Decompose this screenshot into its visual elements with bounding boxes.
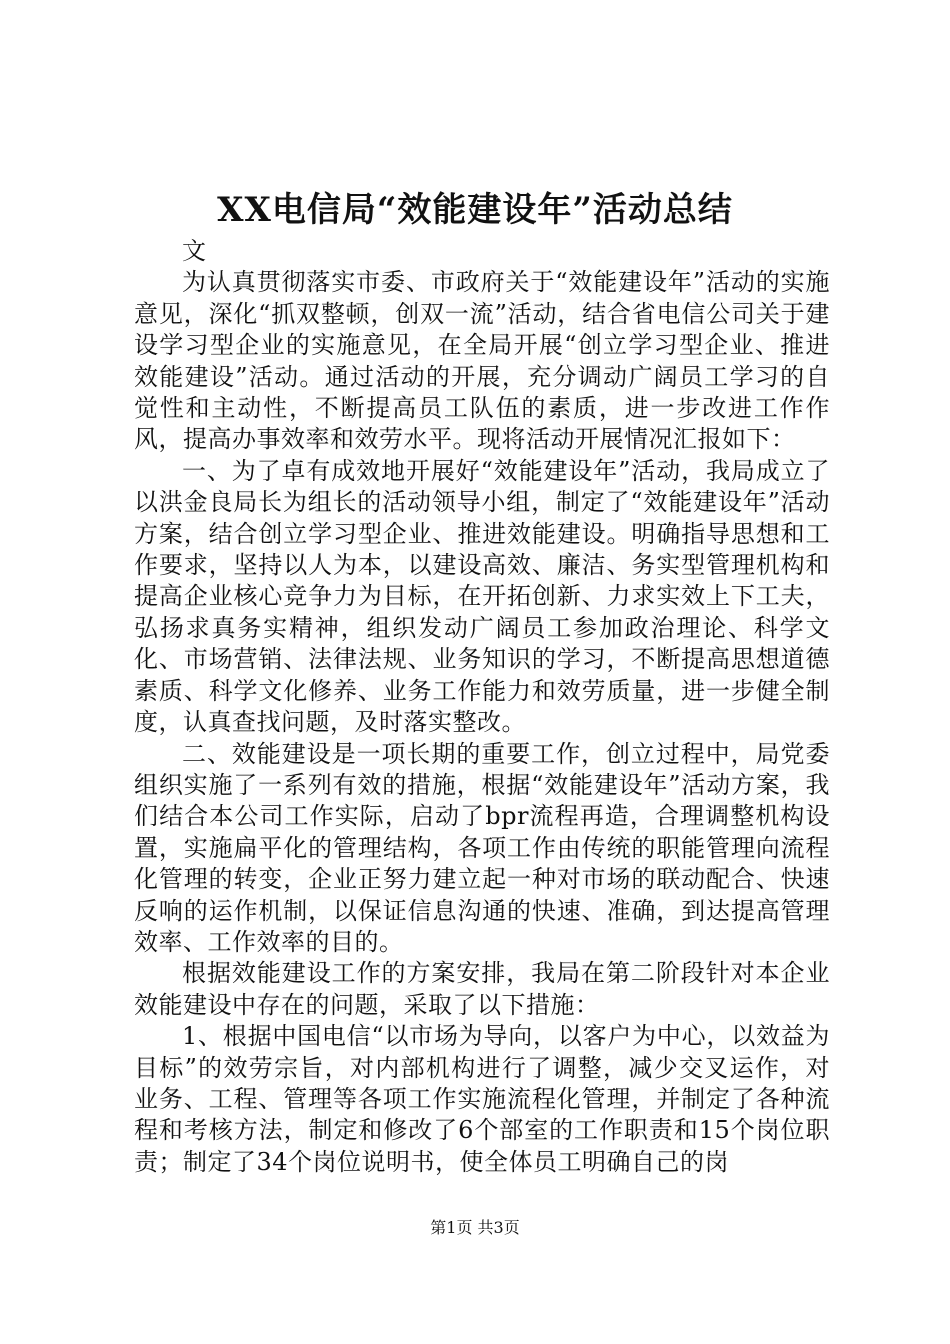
paragraph-section-one: 一、为了卓有成效地开展好“效能建设年”活动，我局成立了以洪金良局长为组长的活动领导小组，制定了“效能建设年”活动方案，结合创立学习型企业、推进效能建设。明确指导思想和工作要求，坚持以人为本，以建设高效、廉洁、务实型管理机构和提高企业核心竞争力为目标，在开拓创新、力求实效上下工夫，弘扬求真务实精神，组织发动广阔员工参加政治理论、科学文化、市场营销、法律法规、业务知识的学习，不断提高思想道德素质、科学文化修养、业务工作能力和效劳质量，进一步健全制度，认真查找问题，及时落实整改。: [134, 456, 830, 737]
paragraph-measures-intro: 根据效能建设工作的方案安排，我局在第二阶段针对本企业效能建设中存在的问题，采取了以下措施：: [134, 959, 830, 1019]
paragraph-measure-one: 1、根据中国电信“以市场为导向，以客户为中心，以效益为目标”的效劳宗旨，对内部机构进行了调整，减少交叉运作，对业务、工程、管理等各项工作实施流程化管理，并制定了各种流程和考核方法，制定和修改了6个部室的工作职责和15个岗位职责；制定了34个岗位说明书，使全体员工明确自己的岗: [134, 1022, 830, 1176]
paragraph-author: 文: [182, 237, 207, 265]
document-title: XX电信局“效能建设年”活动总结: [217, 190, 733, 230]
paragraph-section-two: 二、效能建设是一项长期的重要工作，创立过程中，局党委组织实施了一系列有效的措施，根据“效能建设年”活动方案，我们结合本公司工作实际，启动了bpr流程再造，合理调整机构设置，实施扁平化的管理结构，各项工作由传统的职能管理向流程化管理的转变，企业正努力建立起一种对市场的联动配合、快速反响的运作机制，以保证信息沟通的快速、准确，到达提高管理效率、工作效率的目的。: [134, 739, 830, 956]
document-body: [134, 236, 830, 1178]
page-number-footer: 第1页 共3页: [430, 1218, 520, 1237]
paragraph-intro: 为认真贯彻落实市委、市政府关于“效能建设年”活动的实施意见，深化“抓双整顿，创双一流”活动，结合省电信公司关于建设学习型企业的实施意见，在全局开展“创立学习型企业、推进效能建设”活动。通过活动的开展，充分调动广阔员工学习的自觉性和主动性，不断提高员工队伍的素质，进一步改进工作作风，提高办事效率和效劳水平。现将活动开展情况汇报如下：: [134, 268, 830, 454]
